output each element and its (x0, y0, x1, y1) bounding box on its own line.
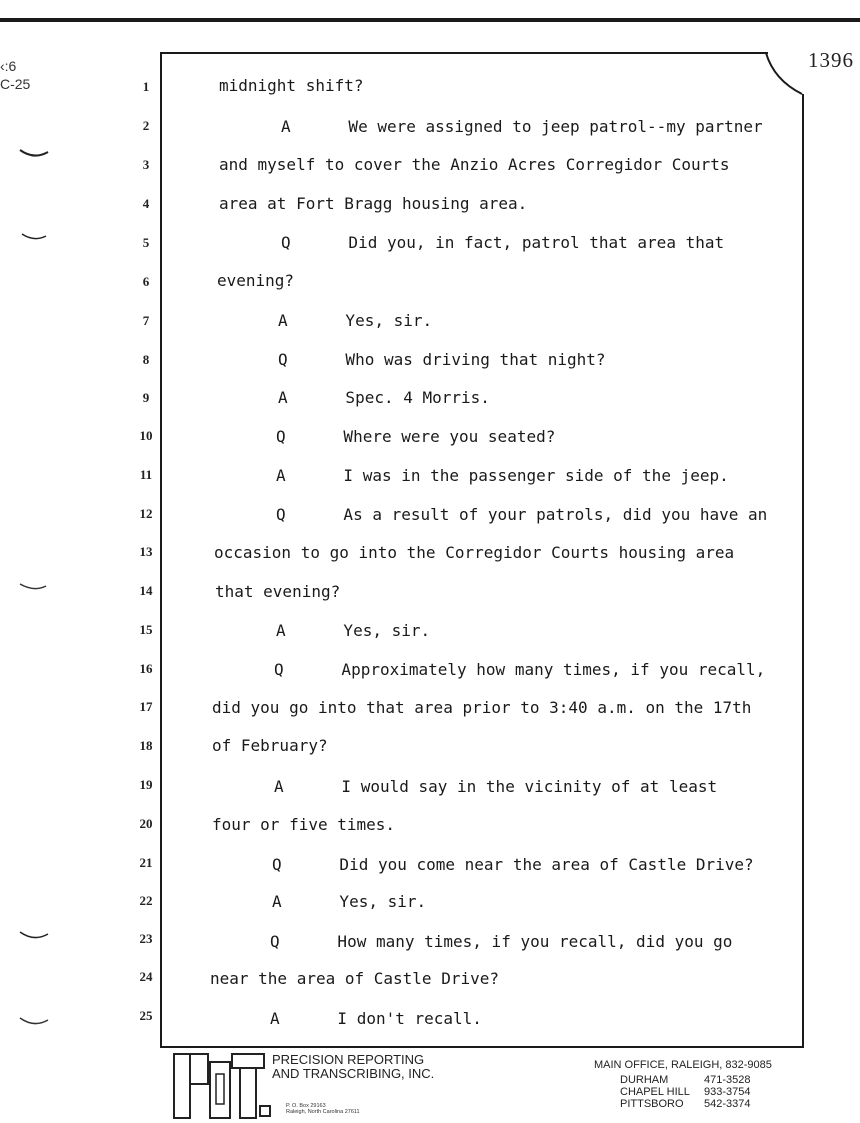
office-row (620, 1086, 772, 1098)
transcript-line: area at Fort Bragg housing area. (219, 194, 528, 213)
line-number: 15 (139, 622, 153, 637)
transcript-line: that evening? (215, 582, 341, 601)
frame-top-edge (160, 52, 760, 54)
margin-mark-1 (18, 146, 52, 162)
transcript-line: near the area of Castle Drive? (210, 969, 499, 988)
office-phone: 933-3754 (704, 1086, 751, 1098)
transcript-line: Q How many times, if you recall, did you go (270, 932, 733, 951)
corner-mark-2: C-25 (0, 76, 31, 92)
margin-mark-4 (18, 928, 52, 944)
transcript-line: did you go into that area prior to 3:40 a.m. on the 17th (212, 698, 752, 717)
transcript-line: midnight shift? (219, 76, 364, 95)
line-number: 2 (142, 118, 150, 133)
line-number: 18 (139, 738, 153, 753)
office-city: CHAPEL HILL (620, 1086, 690, 1098)
transcript-line: Q Where were you seated? (276, 427, 556, 446)
line-number: 22 (139, 893, 153, 908)
office-row (620, 1074, 772, 1086)
transcript-line: A Yes, sir. (276, 621, 431, 640)
page-number: 1396 (808, 48, 854, 72)
line-number: 12 (139, 506, 153, 521)
line-number: 23 (139, 931, 153, 946)
line-number: 6 (142, 274, 150, 289)
address-line-2: Raleigh, North Carolina 27611 (286, 1109, 360, 1115)
margin-mark-5 (18, 1014, 52, 1030)
office-phone: 542-3374 (704, 1098, 751, 1110)
office-phone: 471-3528 (704, 1074, 751, 1086)
firm-name (272, 1053, 434, 1081)
line-number: 9 (142, 390, 150, 405)
line-number: 19 (139, 777, 153, 792)
transcript-line: four or five times. (212, 815, 396, 834)
transcript-line: Q As a result of your patrols, did you have an (276, 505, 768, 524)
margin-mark-2 (18, 230, 52, 246)
line-number: 20 (139, 816, 153, 831)
firm-name-line-1: PRECISION REPORTING (272, 1052, 425, 1067)
transcript-line: of February? (212, 736, 328, 755)
transcript-line: A Spec. 4 Morris. (278, 388, 490, 407)
transcript-line: Q Did you come near the area of Castle Drive? (272, 855, 754, 874)
transcript-line: Q Who was driving that night? (278, 350, 606, 369)
line-number: 24 (139, 969, 153, 984)
line-number: 11 (139, 467, 153, 482)
line-number: 8 (142, 352, 150, 367)
address-line-1: P. O. Box 29163 (286, 1103, 326, 1109)
line-number: 1 (142, 79, 150, 94)
firm-logo (172, 1052, 272, 1120)
office-row (620, 1098, 772, 1110)
firm-name-line-2: AND TRANSCRIBING, INC. (272, 1066, 435, 1081)
main-office: MAIN OFFICE, RALEIGH, 832-9085 (594, 1059, 772, 1071)
margin-mark-3 (18, 580, 52, 596)
transcript-line: A I don't recall. (270, 1009, 482, 1028)
transcript-line: A Yes, sir. (278, 311, 433, 330)
line-number: 13 (139, 544, 153, 559)
line-number: 14 (139, 583, 153, 598)
office-city: PITTSBORO (620, 1098, 684, 1110)
transcript-line: evening? (217, 271, 295, 290)
line-number: 25 (139, 1008, 153, 1023)
line-number: 10 (139, 428, 153, 443)
transcript-line: A I would say in the vicinity of at least (274, 777, 718, 796)
line-number: 4 (142, 196, 150, 211)
corner-mark-1: ‹:6 (0, 58, 17, 74)
line-number: 21 (139, 855, 153, 870)
transcript-line: occasion to go into the Corregidor Courts housing area (214, 543, 735, 562)
line-number: 17 (139, 699, 153, 714)
transcript-line: A We were assigned to jeep patrol--my partner (281, 117, 763, 136)
office-list (594, 1059, 772, 1110)
transcript-line: Q Did you, in fact, patrol that area that (281, 233, 725, 252)
transcript-line: A Yes, sir. (272, 892, 427, 911)
line-number: 16 (139, 661, 153, 676)
transcript-line: Q Approximately how many times, if you recall, (274, 660, 766, 679)
top-rule (0, 18, 860, 22)
line-number: 3 (142, 157, 150, 172)
office-city: DURHAM (620, 1074, 669, 1086)
transcript-line: and myself to cover the Anzio Acres Corregidor Courts (219, 155, 730, 174)
firm-address (286, 1103, 360, 1115)
line-number: 5 (142, 235, 150, 250)
frame-right-edge (802, 94, 804, 1048)
transcript-line: A I was in the passenger side of the jeep. (276, 466, 729, 485)
line-number: 7 (142, 313, 150, 328)
frame-corner-curve (756, 50, 806, 98)
